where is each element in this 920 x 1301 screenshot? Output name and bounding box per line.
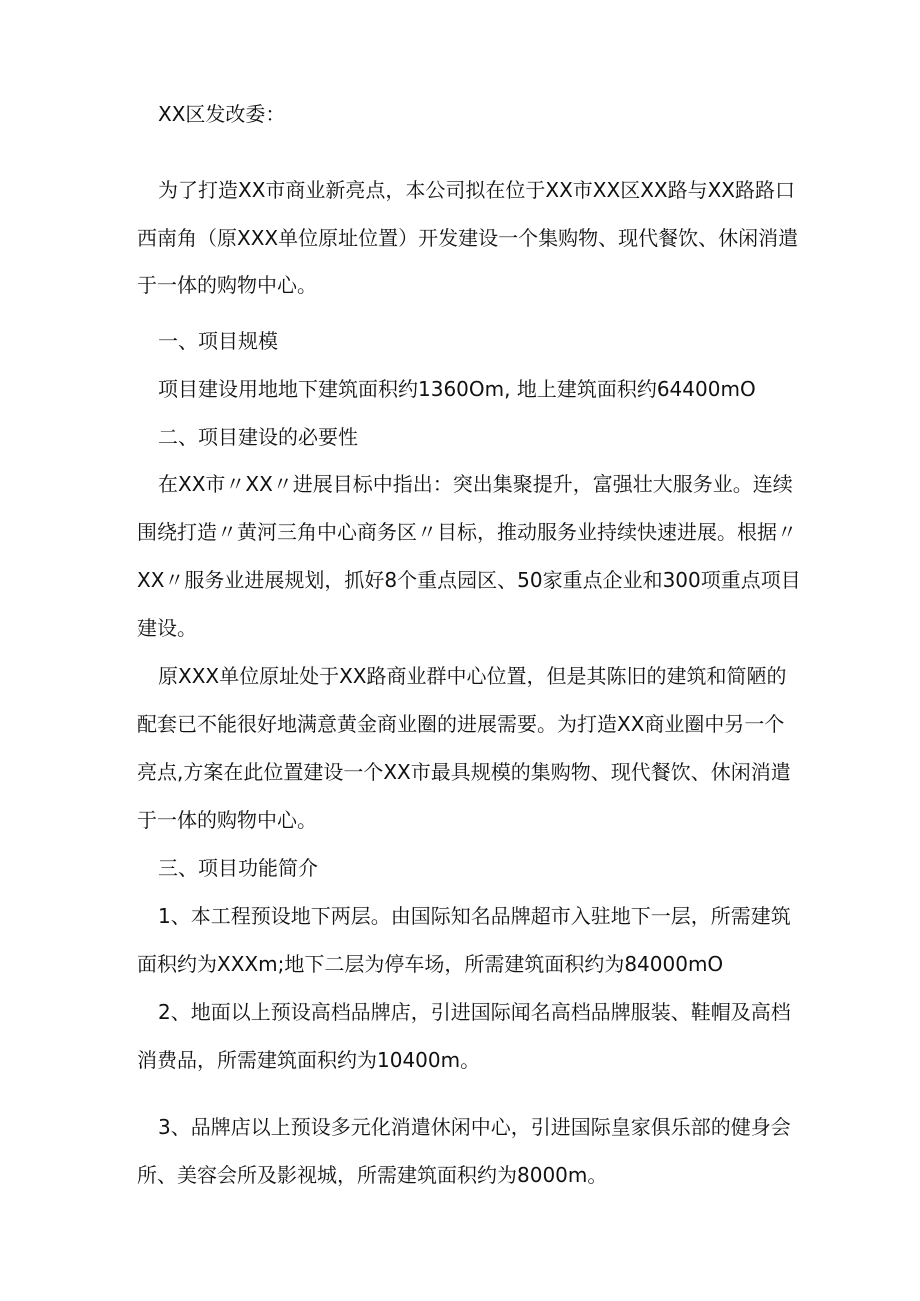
paragraph-line: 建设。 (137, 616, 197, 640)
paragraph-line: 配套已不能很好地满意黄金商业圈的进展需要。为打造XX商业圈中另一个 (137, 712, 785, 736)
paragraph-line: 在XX市〃XX〃进展目标中指出：突出集聚提升，富强壮大服务业。连续 (158, 472, 793, 496)
paragraph-line: 所、美容会所及影视城，所需建筑面积约为8000m。 (137, 1163, 608, 1187)
paragraph-line: 2、地面以上预设高档品牌店，引进国际闻名高档品牌服装、鞋帽及高档 (158, 1000, 791, 1024)
paragraph-line: 为了打造XX市商业新亮点，本公司拟在位于XX市XX区XX路与XX路路口 (158, 178, 796, 202)
section-heading: 二、项目建设的必要性 (158, 425, 358, 449)
paragraph-line: 原XXX单位原址处于XX路商业群中心位置，但是其陈旧的建筑和简陋的 (158, 664, 787, 688)
paragraph-line: 围绕打造〃黄河三角中心商务区〃目标，推动服务业持续快速进展。根据〃 (137, 520, 797, 544)
paragraph-line: 项目建设用地地下建筑面积约1360Om, 地上建筑面积约64400mO (158, 377, 756, 401)
section-heading: 三、项目功能简介 (158, 856, 318, 880)
section-heading: 一、项目规模 (158, 329, 278, 353)
paragraph-line: 3、品牌店以上预设多元化消遣休闲中心，引进国际皇家俱乐部的健身会 (158, 1115, 791, 1139)
paragraph-line: XX〃服务业进展规划，抓好8个重点园区、50家重点企业和300项重点项目 (137, 568, 801, 592)
paragraph-line: 消费品，所需建筑面积约为10400m。 (137, 1048, 481, 1072)
paragraph-line: 于一体的购物中心。 (137, 808, 317, 832)
paragraph-line: 西南角（原XXX单位原址位置）开发建设一个集购物、现代餐饮、休闲消遣 (137, 226, 799, 250)
paragraph-line: 亮点,方案在此位置建设一个XX市最具规模的集购物、现代餐饮、休闲消遣 (137, 760, 791, 784)
paragraph-line: 1、本工程预设地下两层。由国际知名品牌超市入驻地下一层，所需建筑 (158, 904, 791, 928)
paragraph-line: 面积约为XXXm;地下二层为停车场，所需建筑面积约为84000mO (137, 952, 724, 976)
paragraph-line: 于一体的购物中心。 (137, 273, 317, 297)
salutation: XX区发改委： (158, 102, 286, 126)
